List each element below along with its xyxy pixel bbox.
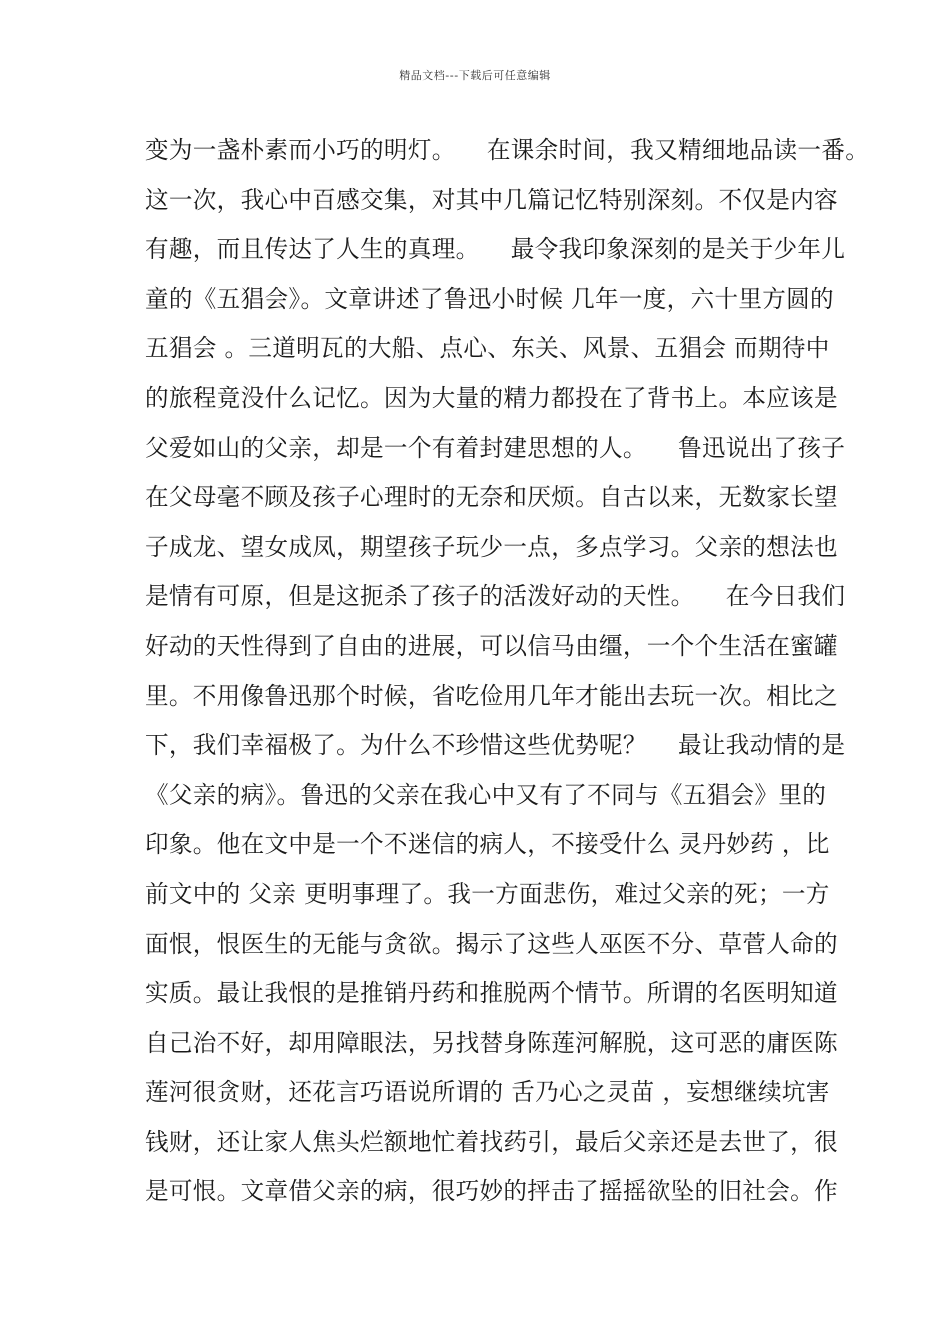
text-line: 面恨，恨医生的无能与贪欲。揭示了这些人巫医不分、草菅人命的: [145, 929, 838, 958]
text-line: 的旅程竟没什么记忆。因为大量的精力都投在了背书上。本应该是: [145, 383, 838, 412]
document-body: [145, 132, 870, 1223]
text-line: 好动的天性得到了自由的进展，可以信马由缰，一个个生活在蜜罐: [145, 631, 838, 660]
text-line: 变为一盏朴素而小巧的明灯。 在课余时间，我又精细地品读一番。: [145, 136, 870, 164]
text-line: 是情有可原，但是这扼杀了孩子的活泼好动的天性。 在今日我们: [145, 582, 846, 611]
text-line: 印象。他在文中是一个不迷信的病人，不接受什么 灵丹妙药 ，比: [145, 830, 830, 859]
page-header: 精品文档---下载后可任意编辑: [399, 69, 551, 82]
text-line: 子成龙、望女成凤，期望孩子玩少一点，多点学习。父亲的想法也: [145, 532, 838, 561]
text-line: 《父亲的病》。鲁迅的父亲在我心中又有了不同与《五猖会》里的: [145, 780, 827, 809]
text-line: 这一次，我心中百感交集，对其中几篇记忆特别深刻。不仅是内容: [145, 185, 838, 214]
text-line: 在父母毫不顾及孩子心理时的无奈和厌烦。自古以来，无数家长望: [145, 483, 838, 512]
text-line: 童的《五猖会》。文章讲述了鲁迅小时候 几年一度，六十里方圆的: [145, 284, 834, 313]
text-line: 实质。最让我恨的是推销丹药和推脱两个情节。所谓的名医明知道: [145, 979, 838, 1008]
text-line: 有趣，而且传达了人生的真理。 最令我印象深刻的是关于少年儿: [145, 235, 846, 264]
text-line: 五猖会 。三道明瓦的大船、点心、东关、风景、五猖会 而期待中: [145, 334, 830, 363]
text-line: 自己治不好，却用障眼法，另找替身陈莲河解脱，这可恶的庸医陈: [145, 1028, 838, 1057]
text-line: 钱财，还让家人焦头烂额地忙着找药引，最后父亲还是去世了，很: [145, 1127, 838, 1156]
text-line: 里。不用像鲁迅那个时候，省吃俭用几年才能出去玩一次。相比之: [145, 681, 838, 710]
text-line: 莲河很贪财，还花言巧语说所谓的 舌乃心之灵苗 ，妄想继续坑害: [145, 1078, 830, 1107]
text-line: 前文中的 父亲 更明事理了。我一方面悲伤，难过父亲的死；一方: [145, 879, 830, 908]
text-line: 父爱如山的父亲，却是一个有着封建思想的人。 鲁迅说出了孩子: [145, 433, 846, 462]
text-line: 是可恨。文章借父亲的病，很巧妙的抨击了摇摇欲坠的旧社会。作: [145, 1177, 838, 1206]
text-line: 下，我们幸福极了。为什么不珍惜这些优势呢？ 最让我动情的是: [145, 731, 846, 760]
